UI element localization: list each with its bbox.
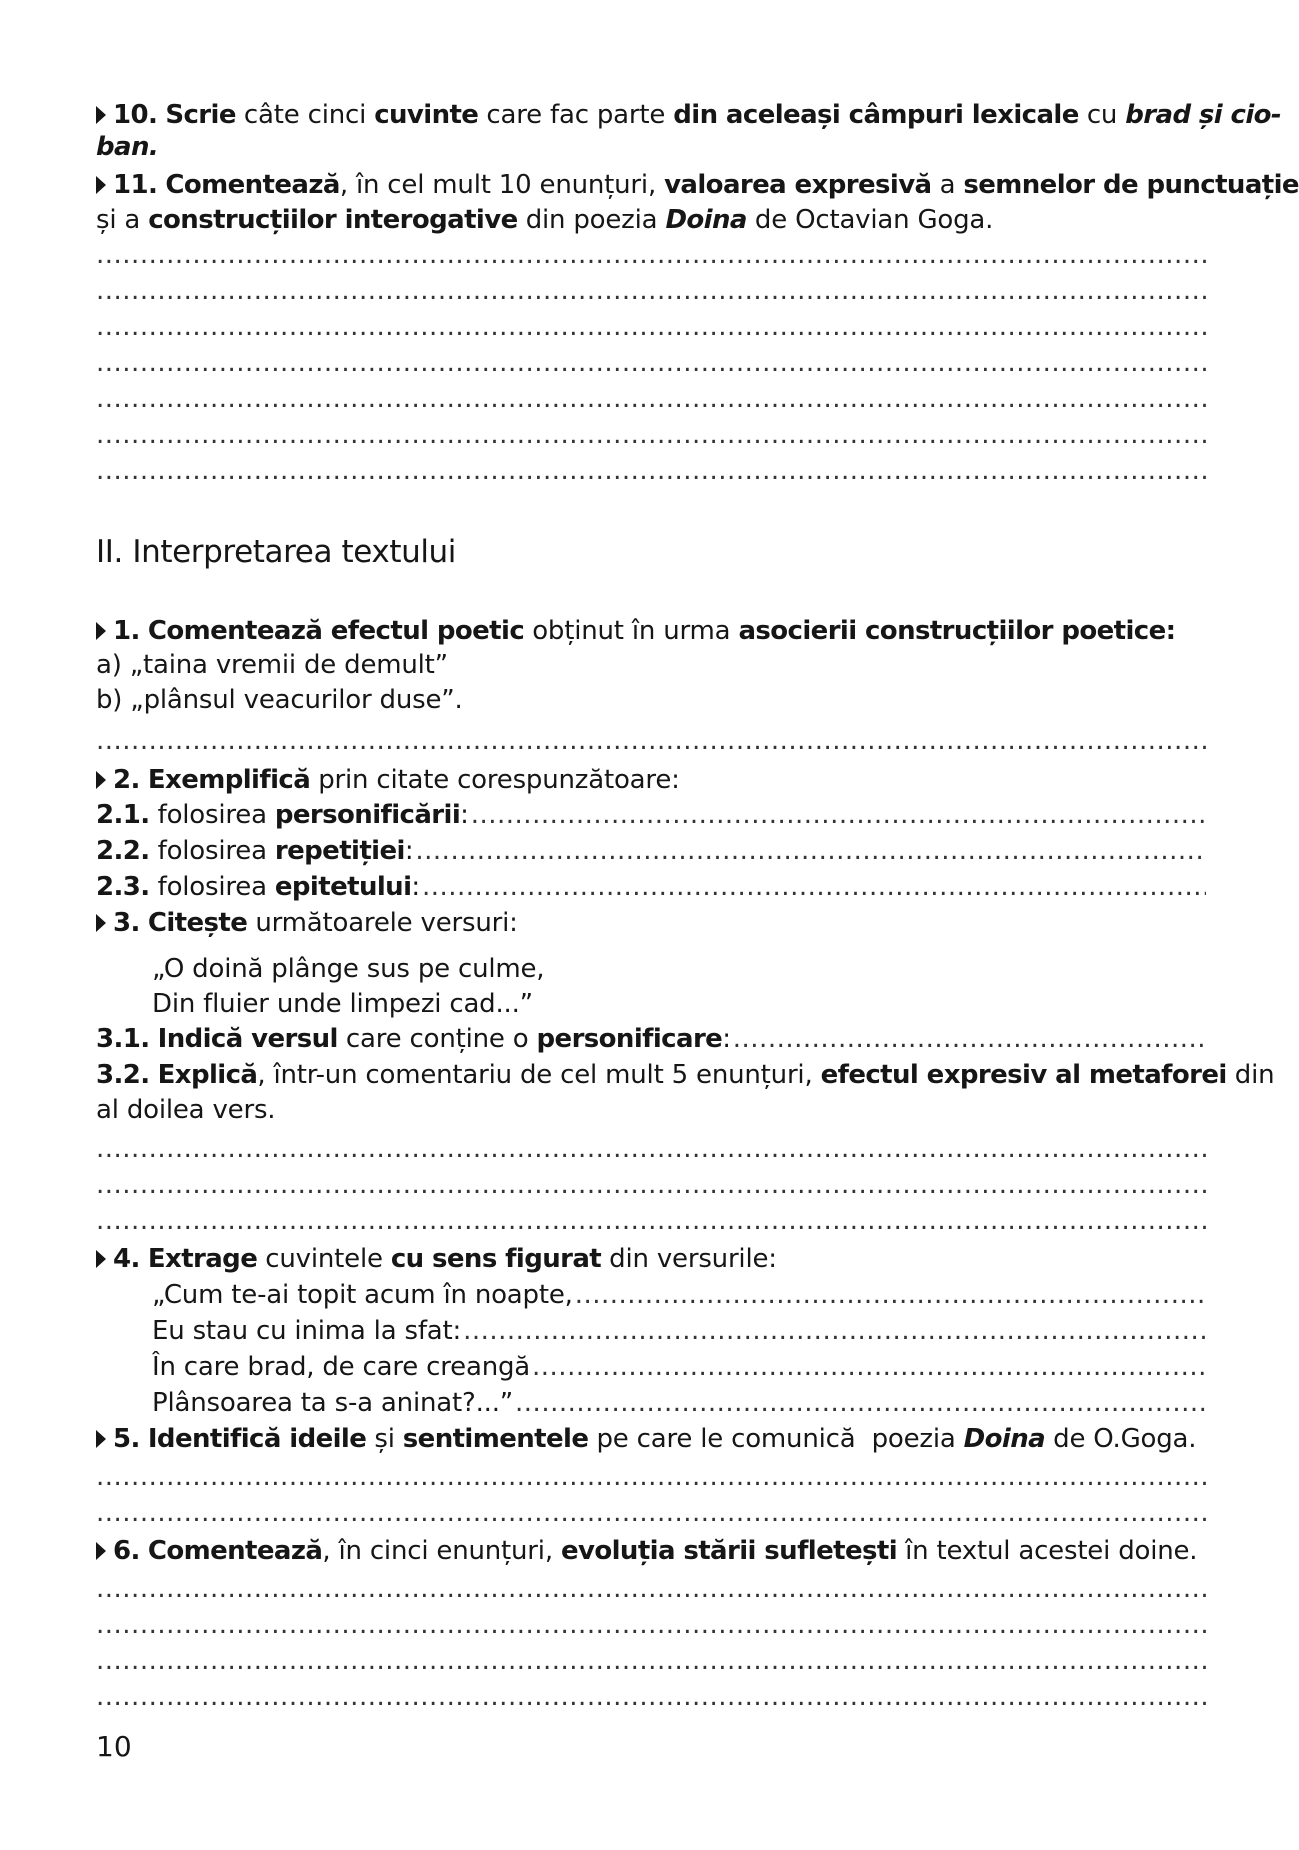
answer-dots[interactable] [463,1314,1206,1348]
answer-line[interactable] [96,274,1206,308]
bullet-triangle-icon [96,914,106,932]
answer-line[interactable] [96,1460,1206,1494]
question-11: 11. Comentează, în cel mult 10 enunțuri, valoarea expresivă a semnelor de punctuație [96,168,1206,202]
answer-dots[interactable] [733,1022,1206,1056]
section-title: II. Interpretarea textului [96,534,457,570]
answer-dots[interactable] [532,1350,1206,1384]
question-number: 11. [113,170,158,200]
question-2-item-1: 2.1. folosirea personificării : ..... [96,798,1206,832]
question-1: 1. Comentează efectul poetic obținut în urma asocierii construcțiilor poetice: [96,614,1206,648]
answer-line[interactable] [96,238,1206,272]
answer-line[interactable] [96,724,1206,758]
answer-line[interactable] [96,1644,1206,1678]
question-1-option-a: a) „taina vremii de demult” [96,650,448,680]
bullet-triangle-icon [96,771,106,789]
bullet-triangle-icon [96,1250,106,1268]
question-3-2-line-2: al doilea vers. [96,1095,276,1125]
question-11-line-2: și a construcțiilor interogative din poezia Doina de Octavian Goga. [96,205,994,235]
verse-line: În care brad, de care creangă ..... [152,1350,1206,1384]
question-10-continuation: ban. [96,132,159,162]
bullet-triangle-icon [96,176,106,194]
question-4: 4. Extrage cuvintele cu sens figurat din versurile: [96,1242,1206,1276]
question-2-item-3: 2.3. folosirea epitetului : ..... [96,870,1206,904]
answer-line[interactable] [96,418,1206,452]
answer-line[interactable] [96,454,1206,488]
answer-dots[interactable] [471,798,1206,832]
bullet-triangle-icon [96,1542,106,1560]
verse-line: Plânsoarea ta s-a aninat?...” ..... [152,1386,1206,1420]
question-number: 5. [113,1424,140,1454]
question-number: 6. [113,1536,140,1566]
question-6: 6. Comentează, în cinci enunțuri, evoluția stării sufletești în textul acestei doine. [96,1534,1206,1568]
answer-line[interactable] [96,1680,1206,1714]
question-5: 5. Identifică ideile și sentimentele pe care le comunică poezia Doina de O.Goga. [96,1422,1206,1456]
bullet-triangle-icon [96,1430,106,1448]
answer-line[interactable] [96,310,1206,344]
question-3: 3. Citește următoarele versuri: [96,906,1206,940]
verse-line: Eu stau cu inima la sfat: ..... [152,1314,1206,1348]
question-number: 3. [113,908,140,938]
question-2-item-2: 2.2. folosirea repetiției : ..... [96,834,1206,868]
answer-line[interactable] [96,346,1206,380]
answer-line[interactable] [96,1608,1206,1642]
bullet-triangle-icon [96,622,106,640]
question-number: 4. [113,1244,140,1274]
question-2: 2. Exemplifică prin citate corespunzătoare: [96,763,1206,797]
answer-line[interactable] [96,382,1206,416]
bullet-triangle-icon [96,106,106,124]
question-number: 2. [113,765,140,795]
question-3-1: 3.1. Indică versul care conține o personificare : ..... [96,1022,1206,1056]
answer-dots[interactable] [575,1278,1206,1312]
answer-line[interactable] [96,1496,1206,1530]
answer-line[interactable] [96,1572,1206,1606]
answer-dots[interactable] [515,1386,1206,1420]
question-number: 10. [113,100,158,130]
page-number: 10 [96,1730,132,1763]
verse-line: Din fluier unde limpezi cad...” [152,989,533,1019]
question-10: 10. Scrie câte cinci cuvinte care fac parte din aceleași câmpuri lexicale cu brad și cio- [96,98,1206,132]
answer-dots[interactable] [415,834,1206,868]
question-number: 1. [113,616,140,646]
answer-line[interactable] [96,1132,1206,1166]
answer-dots[interactable] [422,870,1206,904]
question-3-2: 3.2. Explică, într-un comentariu de cel mult 5 enunțuri, efectul expresiv al metaforei din [96,1060,1275,1090]
answer-line[interactable] [96,1204,1206,1238]
answer-line[interactable] [96,1168,1206,1202]
question-1-option-b: b) „plânsul veacurilor duse”. [96,685,463,715]
verse-line: „Cum te-ai topit acum în noapte, ..... [152,1278,1206,1312]
verse-line: „O doină plânge sus pe culme, [152,954,545,984]
